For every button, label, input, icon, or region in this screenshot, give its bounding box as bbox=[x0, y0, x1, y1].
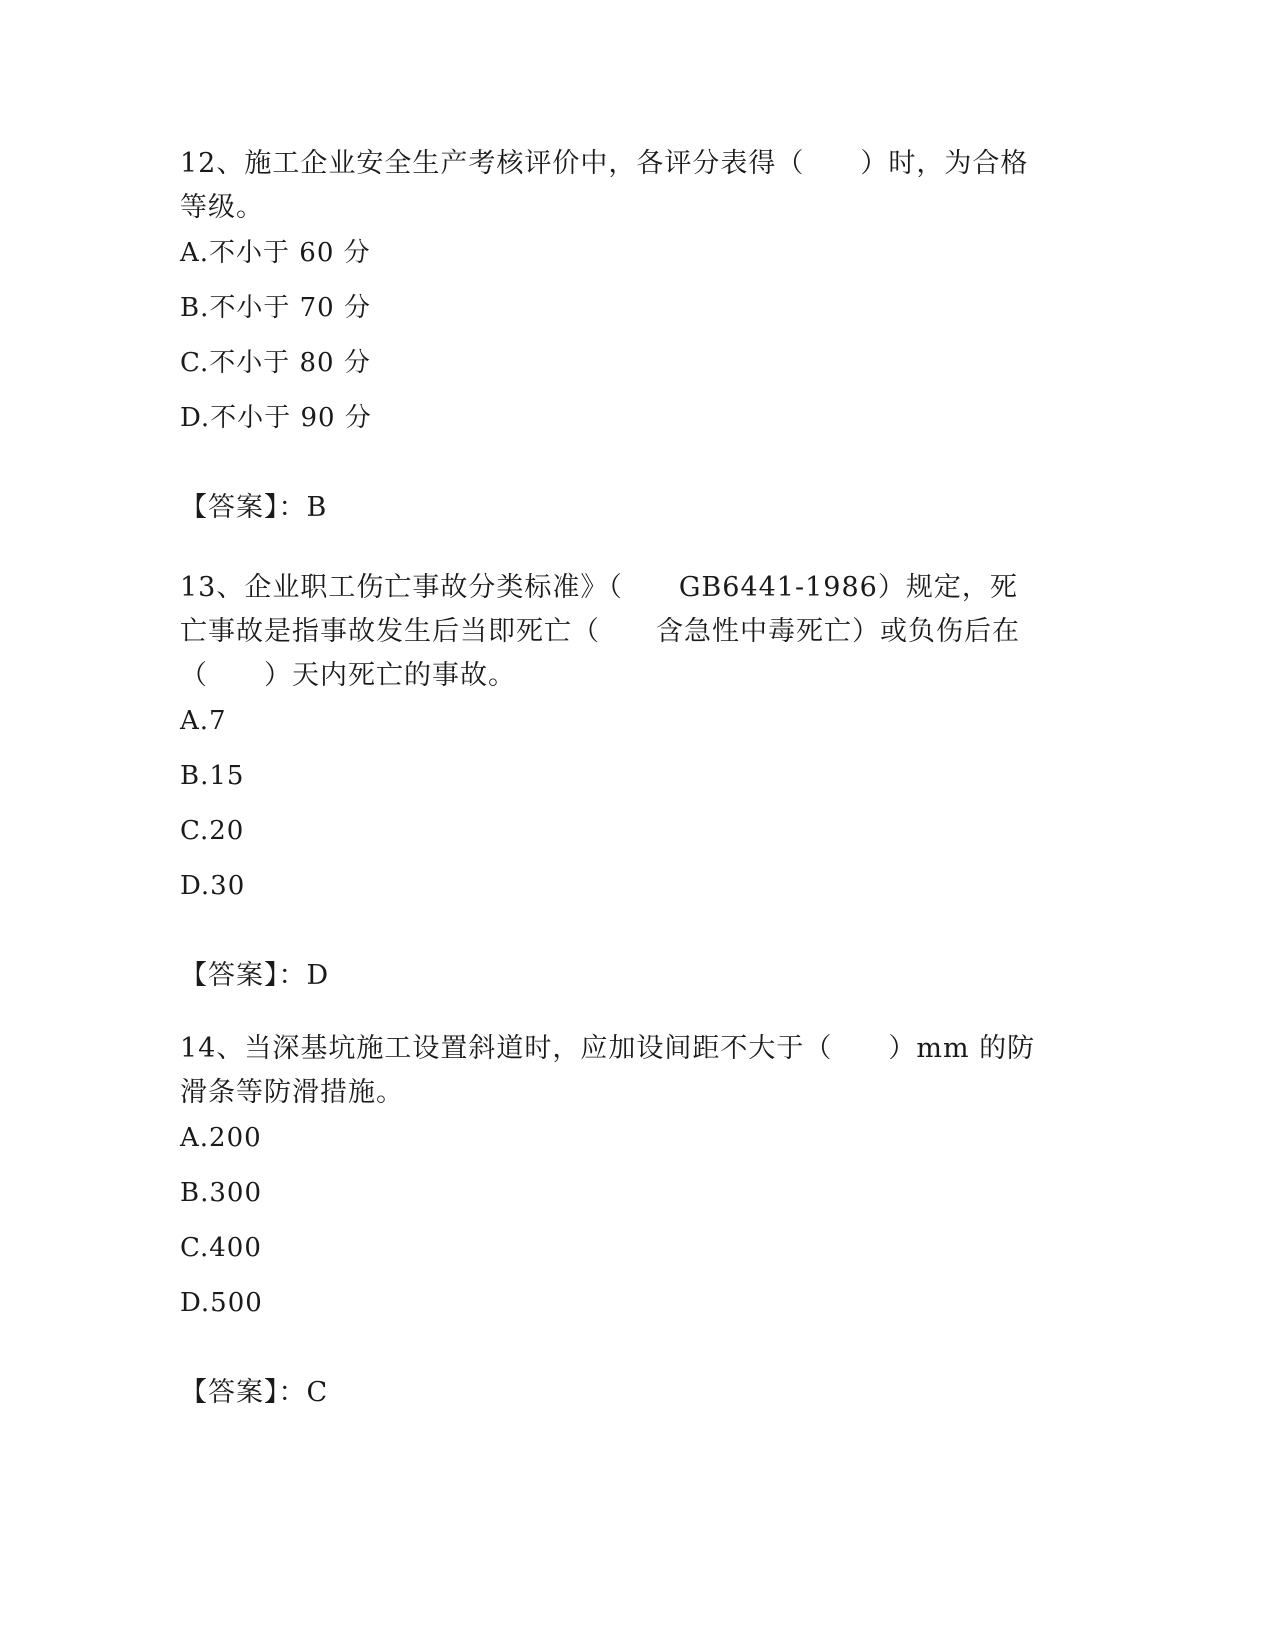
option-c: C.400 bbox=[180, 1233, 262, 1263]
option-b: B.300 bbox=[180, 1178, 262, 1208]
question-stem: 14、当深基坑施工设置斜道时，应加设间距不大于（ ）mm 的防滑条等防滑措施。 bbox=[180, 1033, 1036, 1108]
option-a: A.不小于 60 分 bbox=[180, 238, 371, 268]
option-list bbox=[180, 1123, 1040, 1318]
option-b: B.15 bbox=[180, 761, 245, 791]
option-a: A.200 bbox=[180, 1123, 262, 1153]
option-list bbox=[180, 706, 1040, 901]
option-c: C.不小于 80 分 bbox=[180, 348, 371, 378]
option-b: B.不小于 70 分 bbox=[180, 293, 371, 323]
answer-line: 【答案】：D bbox=[180, 960, 330, 991]
option-d: D.不小于 90 分 bbox=[180, 403, 372, 433]
question-stem: 12、施工企业安全生产考核评价中，各评分表得（ ）时，为合格等级。 bbox=[180, 148, 1029, 223]
option-d: D.500 bbox=[180, 1288, 263, 1318]
option-list bbox=[180, 238, 1040, 433]
option-c: C.20 bbox=[180, 816, 245, 846]
option-d: D.30 bbox=[180, 871, 246, 901]
question-13 bbox=[180, 566, 1040, 993]
question-stem: 13、企业职工伤亡事故分类标准》（ GB6441-1986）规定，死亡事故是指事故发生后当即死亡（ 含急性中毒死亡）或负伤后在（ ）天内死亡的事故。 bbox=[180, 572, 1020, 691]
answer-line: 【答案】：B bbox=[180, 492, 328, 523]
answer-line: 【答案】：C bbox=[180, 1377, 329, 1408]
question-12 bbox=[180, 142, 1040, 525]
option-a: A.7 bbox=[180, 706, 227, 736]
question-14 bbox=[180, 1027, 1040, 1410]
